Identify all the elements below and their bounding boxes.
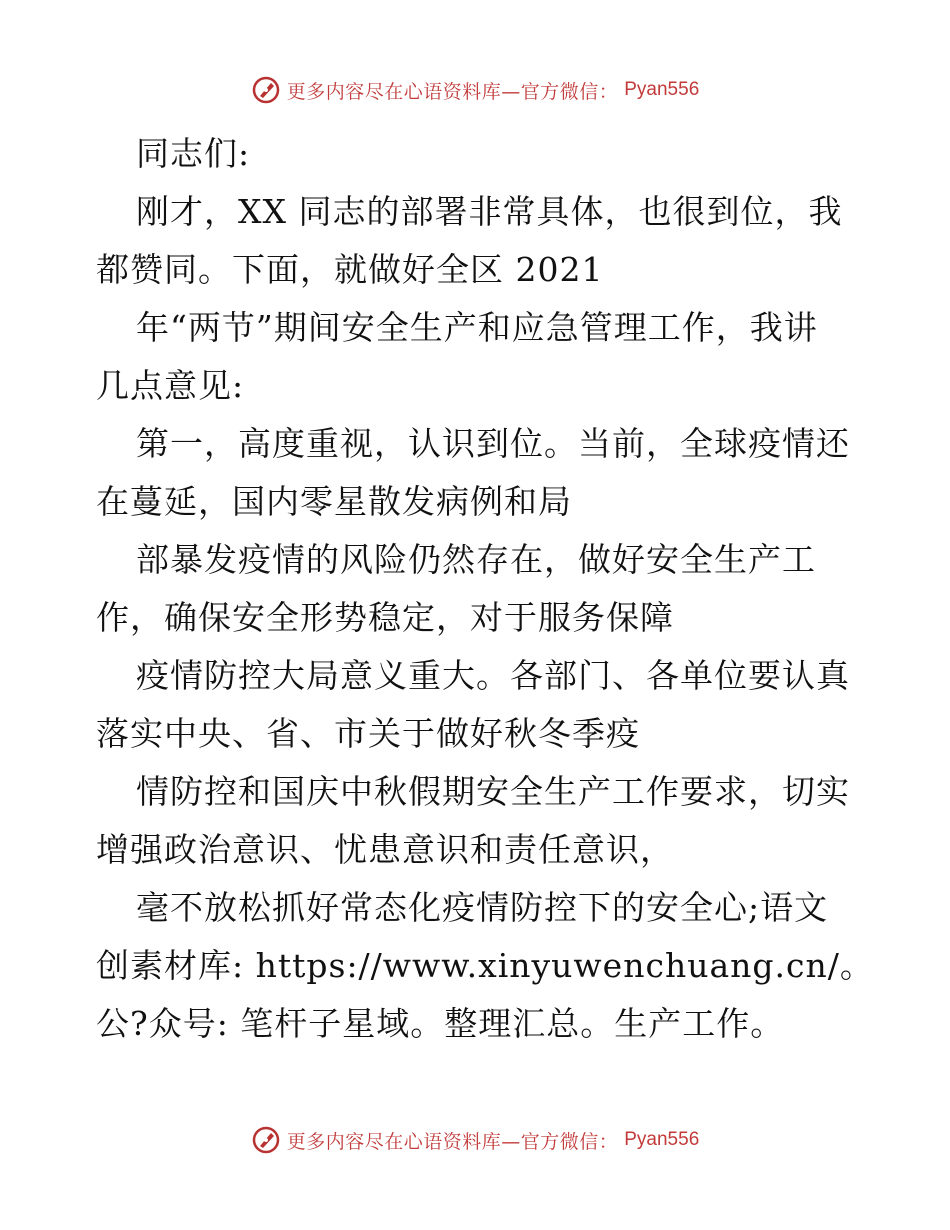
text-line: 年“两节”期间安全生产和应急管理工作，我讲 bbox=[136, 308, 818, 347]
pen-nib-logo-icon bbox=[251, 1125, 281, 1155]
watermark-wechat-id: Pyan556 bbox=[624, 1129, 700, 1150]
text-line: 情防控和国庆中秋假期安全生产工作要求，切实 bbox=[136, 772, 850, 811]
text-line: 落实中央、省、市关于做好秋冬季疫 bbox=[96, 714, 640, 753]
watermark-text: 更多内容尽在心语资料库—官方微信： bbox=[286, 1130, 619, 1153]
pen-nib-logo-icon bbox=[251, 75, 281, 105]
text-line: 增强政治意识、忧患意识和责任意识， bbox=[96, 830, 674, 869]
text-line: 第一，高度重视，认识到位。当前，全球疫情还 bbox=[136, 424, 850, 463]
document-body bbox=[96, 125, 874, 1053]
footer-watermark bbox=[0, 1120, 950, 1160]
text-line: 毫不放松抓好常态化疫情防控下的安全心;语文 bbox=[136, 888, 829, 927]
text-line: 作，确保安全形势稳定，对于服务保障 bbox=[96, 598, 674, 637]
watermark-text: 更多内容尽在心语资料库—官方微信： bbox=[286, 80, 619, 103]
text-line: 在蔓延，国内零星散发病例和局 bbox=[96, 482, 572, 521]
header-watermark bbox=[0, 70, 950, 110]
text-line: 创素材库: https://www.xinyuwenchuang.cn/。 bbox=[96, 946, 874, 985]
text-line: 疫情防控大局意义重大。各部门、各单位要认真 bbox=[136, 656, 850, 695]
text-line: 都赞同。下面，就做好全区 2021 bbox=[96, 250, 604, 289]
text-line: 刚才，XX 同志的部署非常具体，也很到位，我 bbox=[136, 192, 843, 231]
watermark-wechat-id: Pyan556 bbox=[624, 79, 700, 100]
text-line: 同志们: bbox=[136, 134, 251, 173]
text-line: 部暴发疫情的风险仍然存在，做好安全生产工 bbox=[136, 540, 816, 579]
text-line: 几点意见: bbox=[96, 366, 245, 405]
text-line: 公?众号: 笔杆子星域。整理汇总。生产工作。 bbox=[96, 1004, 785, 1043]
